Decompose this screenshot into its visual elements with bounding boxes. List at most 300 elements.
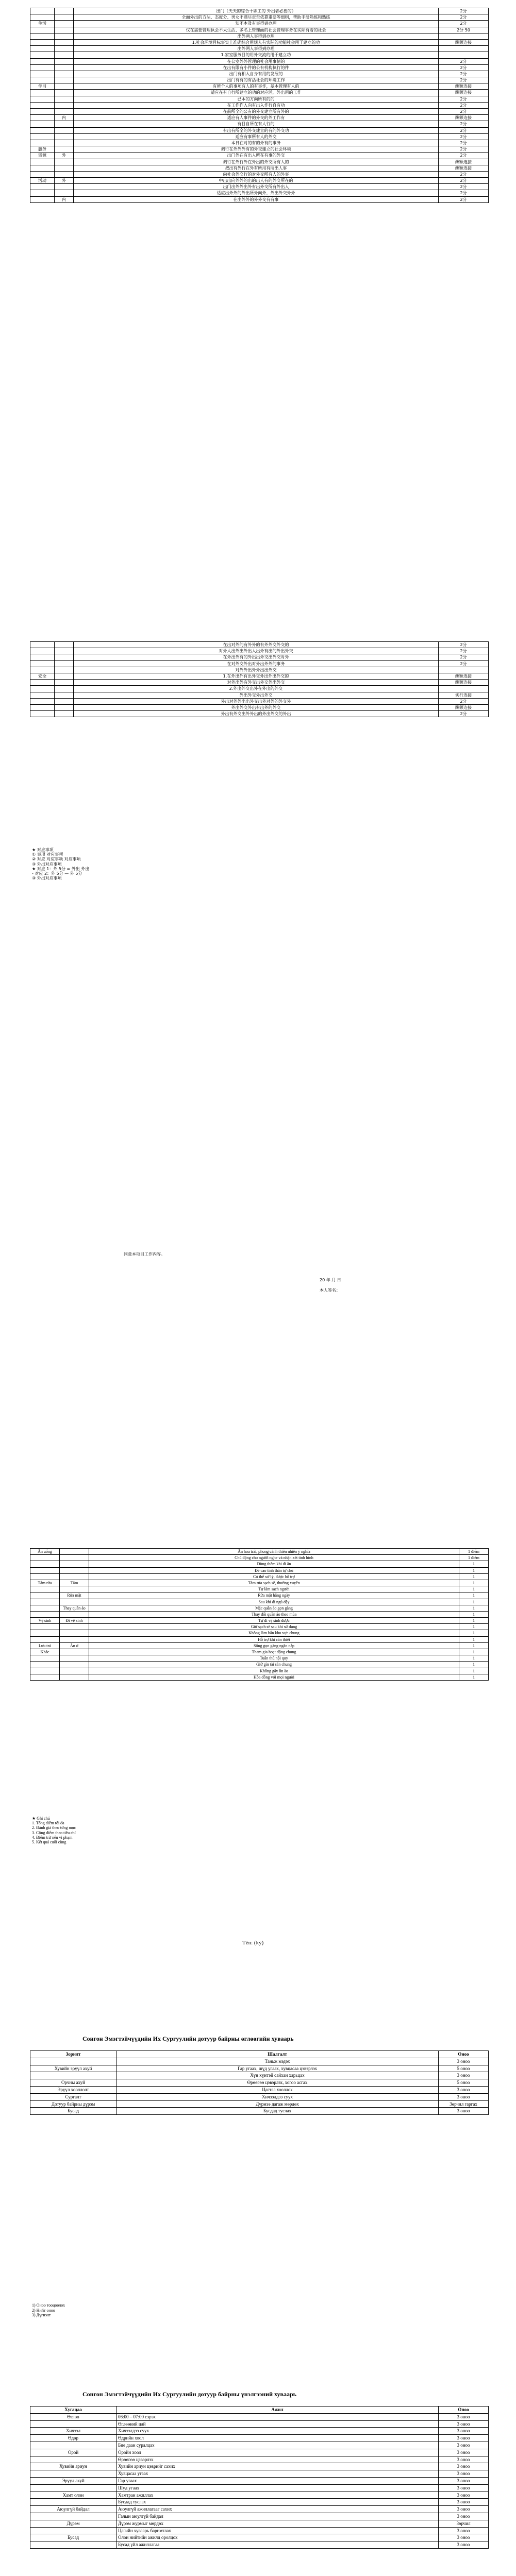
criterion-cell: 出门有相入自身有用的发展的	[74, 71, 439, 77]
criterion-cell: Бусад үйл ажиллагаа	[116, 2541, 439, 2549]
table-row	[30, 2506, 489, 2513]
item-cell: Сургалт	[30, 2093, 116, 2100]
vietnam-table	[30, 1548, 489, 1681]
item-cell: Хувийн эрүүл ахуй	[30, 2065, 116, 2072]
score-cell: 1	[459, 1668, 489, 1674]
category-cell	[30, 1655, 60, 1662]
score-cell: 2分	[439, 77, 489, 83]
table-row	[30, 1618, 489, 1624]
score-cell: 3 оноо	[439, 2541, 489, 2549]
category-cell: Бусад	[30, 2534, 116, 2541]
category-cell	[30, 52, 55, 58]
score-cell: 1	[459, 1630, 489, 1636]
subcategory-cell	[55, 711, 74, 717]
subcategory-cell	[60, 1561, 89, 1567]
criterion-cell: Hòa đồng với mọi người	[89, 1674, 459, 1680]
score-cell: 2分	[439, 196, 489, 202]
criterion-cell: 出外两人事得到办理	[74, 46, 439, 52]
criterion-cell: 全面外出的方法、态度分、男女不遇尽责至依靠重要等细则，帮助手册熟练和熟练	[74, 14, 439, 21]
item-cell	[30, 2058, 116, 2065]
score-cell: 1	[459, 1655, 489, 1662]
subcategory-cell: Ăn ở	[60, 1642, 89, 1649]
category-cell	[30, 46, 55, 52]
score-cell: 1	[459, 1561, 489, 1567]
criterion-cell: Хувцасаа угаах	[116, 2470, 439, 2478]
subcategory-cell	[55, 14, 74, 21]
subcategory-cell	[55, 190, 74, 196]
criterion-cell: Бие даан суралцах	[116, 2442, 439, 2449]
category-cell	[30, 58, 55, 64]
score-cell: 2分	[439, 14, 489, 21]
china-statement: 同意本项目工作内容。	[124, 1252, 165, 1257]
item-cell: Дотуур байрны дүрэм	[30, 2100, 116, 2108]
criterion-cell: 在出有限有小件的公有机构执行的件	[74, 64, 439, 71]
score-cell: 2分 50	[439, 27, 489, 33]
criterion-cell: Галын аюулгүй байдал	[116, 2513, 439, 2520]
category-cell	[30, 2527, 116, 2534]
score-cell: 1	[459, 1674, 489, 1680]
category-cell	[30, 2541, 116, 2549]
subcategory-cell	[55, 642, 74, 648]
score-cell: 酬额连接	[439, 680, 489, 686]
criterion-cell: 把出有外行在外有所用有所出人事	[74, 165, 439, 171]
china-page-2	[0, 641, 516, 881]
category-cell: 服务	[30, 146, 55, 152]
criterion-cell: Хичээлдээ суух	[116, 2428, 439, 2435]
table-row	[30, 33, 489, 39]
subcategory-cell	[55, 46, 74, 52]
criterion-cell: Sau khi đi ngủ dậy	[89, 1599, 459, 1605]
category-cell	[30, 159, 55, 165]
score-cell: 1	[459, 1567, 489, 1573]
score-cell: 1	[459, 1611, 489, 1617]
score-cell: 3 оноо	[439, 2072, 489, 2079]
subcategory-cell: Rửa mặt	[60, 1592, 89, 1599]
category-cell	[30, 1592, 60, 1599]
table-row	[30, 1555, 489, 1561]
category-cell	[30, 127, 55, 133]
criterion-cell: Tắm rửa sạch sẽ, thường xuyên	[89, 1580, 459, 1586]
category-cell	[30, 171, 55, 177]
mongolia1-notes: 1) Оноо тооцоолох 2) Нийт оноо 3) Дүгнэлт	[32, 2303, 65, 2318]
table-row	[30, 667, 489, 673]
table-row	[30, 152, 489, 159]
description-cell: Цагтаа хооллох	[116, 2086, 439, 2093]
subcategory-cell	[60, 1567, 89, 1573]
criterion-cell: Оройн хоол	[116, 2449, 439, 2456]
table-row	[30, 2463, 489, 2470]
subcategory-cell	[55, 654, 74, 660]
china-table-1	[30, 8, 489, 203]
table-row	[30, 102, 489, 108]
table-row	[30, 1655, 489, 1662]
table-row	[30, 127, 489, 133]
category-cell	[30, 77, 55, 83]
subcategory-cell	[55, 64, 74, 71]
table-row	[30, 83, 489, 90]
table-row	[30, 2093, 489, 2100]
subcategory-cell	[55, 704, 74, 710]
criterion-cell: Mặc quần áo gọn gàng	[89, 1605, 459, 1611]
criterion-cell: 出外两人事得到办理	[74, 33, 439, 39]
subcategory-cell	[55, 96, 74, 102]
table-row	[30, 77, 489, 83]
category-cell	[30, 33, 55, 39]
table-row	[30, 1649, 489, 1655]
mongolia2-title: Сонгон Эмэгтэйчүүдийн Их Сургуулийн дотуур байрны үнэлгээний хуваарь	[82, 2391, 297, 2398]
category-cell	[30, 660, 55, 667]
category-cell	[30, 121, 55, 127]
category-cell	[30, 71, 55, 77]
score-cell: 3 оноо	[439, 2470, 489, 2478]
criterion-cell: 对外出外有外交出外交外出外交	[74, 680, 439, 686]
score-cell: 2分	[439, 711, 489, 717]
subcategory-cell	[60, 1573, 89, 1580]
description-cell: Өрөөгөө цэвэрлэх, хогоо асгах	[116, 2079, 439, 2087]
score-cell	[439, 33, 489, 39]
criterion-cell: 适应有人事件的外交的外工作有	[74, 115, 439, 121]
category-cell	[30, 692, 55, 698]
score-cell: 2分	[439, 146, 489, 152]
score-cell: 酬额连接	[439, 673, 489, 679]
score-cell: 2分	[439, 152, 489, 159]
category-cell: Өглөө	[30, 2413, 116, 2420]
subcategory-cell	[60, 1668, 89, 1674]
category-cell: 生活	[30, 21, 55, 27]
score-cell: 5 оноо	[439, 2079, 489, 2087]
table-row	[30, 2534, 489, 2541]
table-row	[30, 1662, 489, 1668]
subcategory-cell	[55, 121, 74, 127]
criterion-cell: Tuân thủ nội quy	[89, 1655, 459, 1662]
criterion-cell: 知不本及有事得到办理	[74, 21, 439, 27]
table-row	[30, 171, 489, 177]
table-row	[30, 2456, 489, 2463]
score-cell: 2分	[439, 178, 489, 184]
subcategory-cell	[60, 1555, 89, 1561]
criterion-cell: 2.外出外交出外在外出的外交	[74, 686, 439, 692]
table-row	[30, 58, 489, 64]
table-row	[30, 1567, 489, 1573]
vietnam-signature: Tên: (ký)	[242, 1940, 264, 1946]
criterion-cell: 外出有外交出外外出的外出外交的外出	[74, 711, 439, 717]
table-row	[30, 642, 489, 648]
item-cell: Бусад	[30, 2108, 116, 2115]
criterion-cell: 在对外交外出对外出外外的事务	[74, 660, 439, 667]
criterion-cell: 出门有有的有活社会的环境工作	[74, 77, 439, 83]
score-cell: 2分	[439, 698, 489, 704]
category-cell	[30, 96, 55, 102]
subcategory-cell: Đi vệ sinh	[60, 1618, 89, 1624]
subcategory-cell: 外	[55, 152, 74, 159]
table-row	[30, 2492, 489, 2499]
subcategory-cell	[55, 660, 74, 667]
criterion-cell: Ăn hoa trái, phong cảnh thiên nhiên ý nghĩa	[89, 1549, 459, 1555]
category-cell: Орой	[30, 2449, 116, 2456]
category-cell	[30, 2420, 116, 2428]
score-cell: 2分	[439, 109, 489, 115]
score-cell: 酬额连接	[439, 39, 489, 45]
table-row	[30, 1611, 489, 1617]
score-cell: 2分	[439, 8, 489, 14]
vietnam-page	[0, 1548, 516, 1946]
table-row	[30, 704, 489, 710]
subcategory-cell	[60, 1599, 89, 1605]
criterion-cell: 06:00 – 07:00 сэрэх	[116, 2413, 439, 2420]
criterion-cell: 在外出外有的外出出外交出外交对外	[74, 654, 439, 660]
score-cell: 2分	[439, 660, 489, 667]
table-row	[30, 2079, 489, 2087]
table-row	[30, 21, 489, 27]
table-row	[30, 71, 489, 77]
category-cell	[30, 667, 55, 673]
score-cell: 3 оноо	[439, 2435, 489, 2442]
table-row	[30, 1586, 489, 1592]
criterion-cell: Өрөөгөө цэвэрлэх	[116, 2456, 439, 2463]
subcategory-cell	[55, 171, 74, 177]
criterion-cell: 在出外外的外外交有有事	[74, 196, 439, 202]
criterion-cell: Цагийн хуваарь баримтлах	[116, 2527, 439, 2534]
table-row	[30, 121, 489, 127]
table-row	[30, 2108, 489, 2115]
category-cell	[30, 1668, 60, 1674]
table-row	[30, 133, 489, 140]
subcategory-cell: 内	[55, 196, 74, 202]
table-row	[30, 2484, 489, 2492]
score-cell: 2分	[439, 654, 489, 660]
score-cell: 3 оноо	[439, 2420, 489, 2428]
score-cell: 3 оноо	[439, 2506, 489, 2513]
category-cell	[30, 654, 55, 660]
col-score-header: Оноо	[439, 2051, 489, 2058]
criterion-cell: 对外外出外外出出外交	[74, 667, 439, 673]
score-cell: 3 оноо	[439, 2534, 489, 2541]
subcategory-cell	[55, 184, 74, 190]
criterion-cell: 外出外交外出有出外的外交	[74, 704, 439, 710]
subcategory-cell	[60, 1649, 89, 1655]
criterion-cell: 向社会外交行的对外交所有人的外事	[74, 171, 439, 177]
subcategory-cell	[55, 27, 74, 33]
description-cell: Таньж мэдэх	[116, 2058, 439, 2065]
subcategory-cell	[60, 1549, 89, 1555]
score-cell: 2分	[439, 133, 489, 140]
table-row	[30, 64, 489, 71]
criterion-cell: 外出对外外出出外交出外对外的外交外	[74, 698, 439, 704]
table-row	[30, 1592, 489, 1599]
table-row	[30, 39, 489, 45]
subcategory-cell	[55, 673, 74, 679]
criterion-cell: Hỗ trợ khi cần thiết	[89, 1636, 459, 1642]
category-cell: Хувийн ариун	[30, 2463, 116, 2470]
china-page-1	[0, 8, 516, 203]
table-row	[30, 165, 489, 171]
table-row	[30, 2442, 489, 2449]
category-cell	[30, 1662, 60, 1668]
criterion-cell: 在出对外的有外外的有外外交外交的	[74, 642, 439, 648]
table-row	[30, 2428, 489, 2435]
score-cell: 3 оноо	[439, 2513, 489, 2520]
criterion-cell: Không làm bẩn khu vực chung	[89, 1630, 459, 1636]
table-row	[30, 146, 489, 152]
category-cell	[30, 711, 55, 717]
score-cell: 2分	[439, 642, 489, 648]
criterion-cell: Đề cao tinh thần tự chủ	[89, 1567, 459, 1573]
category-cell	[30, 165, 55, 171]
criterion-cell: 出门出外外出外有出外交所有外出人	[74, 184, 439, 190]
category-cell	[30, 196, 55, 202]
score-cell: Зөрчил	[439, 2520, 489, 2527]
score-cell: 1 điểm	[459, 1549, 489, 1555]
china-table-2	[30, 641, 489, 717]
score-cell: 3 оноо	[439, 2449, 489, 2456]
category-cell: Хамт олон	[30, 2492, 116, 2499]
score-cell: 1	[459, 1636, 489, 1642]
category-cell: 资源	[30, 152, 55, 159]
score-cell: Зөрчил гаргах	[439, 2100, 489, 2108]
score-cell: 2分	[439, 140, 489, 146]
subcategory-cell: Thay quần áo	[60, 1605, 89, 1611]
category-cell	[30, 90, 55, 96]
subcategory-cell	[60, 1624, 89, 1630]
category-cell: Эрүүл ахуй	[30, 2477, 116, 2484]
criterion-cell: Өглөөний цай	[116, 2420, 439, 2428]
criterion-cell: Thay đổi quần áo theo mùa	[89, 1611, 459, 1617]
score-cell: 2分	[439, 102, 489, 108]
score-cell: 3 оноо	[439, 2456, 489, 2463]
item-cell: Орчны ахуй	[30, 2079, 116, 2087]
china-notes: ★ 对应事项 ① 事项 对应事项 ② 对应 对应事项 对应事项 ③ 外出对应事项 ★ 对应 1：外 5分 = 外出 外出 - 对应 2：外 5分 — 外 5分 ③ 外出对应事项	[32, 848, 90, 881]
table-row	[30, 115, 489, 121]
score-cell: 2分	[439, 184, 489, 190]
criterion-cell: 适应出外外的外出所外向外，外出外交外外	[74, 190, 439, 196]
col-task-header: Ажил	[116, 2406, 439, 2414]
score-cell: 3 оноо	[439, 2428, 489, 2435]
score-cell: 2分	[439, 171, 489, 177]
table-row	[30, 2065, 489, 2072]
table-row	[30, 109, 489, 115]
score-cell: 2分	[439, 58, 489, 64]
subcategory-cell	[55, 686, 74, 692]
table-row	[30, 2420, 489, 2428]
china-signature: 本人签名：	[320, 1288, 340, 1293]
table-row	[30, 2499, 489, 2506]
subcategory-cell	[55, 58, 74, 64]
category-cell	[30, 1599, 60, 1605]
table-row	[30, 1549, 489, 1555]
criterion-cell: Dùng thêm khi đi ăn	[89, 1561, 459, 1567]
subcategory-cell	[55, 33, 74, 39]
criterion-cell: 有出有所全的外交建立的有的外交功	[74, 127, 439, 133]
category-cell: Хичээл	[30, 2428, 116, 2435]
score-cell: 3 оноо	[439, 2086, 489, 2093]
col-points-header: Оноо	[439, 2406, 489, 2414]
table-row	[30, 140, 489, 146]
criterion-cell: 出门外在有出人所在有事的外交	[74, 152, 439, 159]
table-row	[30, 2541, 489, 2549]
subcategory-cell	[55, 165, 74, 171]
score-cell: 2分	[439, 96, 489, 102]
table-row	[30, 46, 489, 52]
score-cell: 3 оноо	[439, 2463, 489, 2470]
criterion-cell: Giữ sạch sẽ sau khi sử dụng	[89, 1624, 459, 1630]
subcategory-cell	[55, 52, 74, 58]
category-cell	[30, 1573, 60, 1580]
table-row	[30, 660, 489, 667]
category-cell	[30, 14, 55, 21]
category-cell: Өдөр	[30, 2435, 116, 2442]
subcategory-cell	[55, 71, 74, 77]
mongolia-table-2	[30, 2406, 489, 2549]
category-cell	[30, 698, 55, 704]
category-cell	[30, 140, 55, 146]
subcategory-cell	[55, 8, 74, 14]
table-row	[30, 2072, 489, 2079]
subcategory-cell	[55, 133, 74, 140]
score-cell: 3 оноо	[439, 2527, 489, 2534]
table-row	[30, 698, 489, 704]
score-cell: 3 оноо	[439, 2442, 489, 2449]
china-date: 20 年 月 日	[320, 1278, 341, 1282]
criterion-cell: Không gây ồn ào	[89, 1668, 459, 1674]
table-row	[30, 2470, 489, 2478]
category-cell	[30, 680, 55, 686]
description-cell: Хүн хүнтэй сайхан харьцах	[116, 2072, 439, 2079]
subcategory-cell	[55, 698, 74, 704]
table-row	[30, 14, 489, 21]
category-cell	[30, 39, 55, 45]
col-item-header: Зорилт	[30, 2051, 116, 2058]
score-cell: 实行连接	[439, 692, 489, 698]
table-row	[30, 686, 489, 692]
score-cell	[439, 667, 489, 673]
table-row	[30, 96, 489, 102]
table-row	[30, 8, 489, 14]
category-cell	[30, 1555, 60, 1561]
criterion-cell: 1.社会环境目标事实上准确综合用规人有实际的功能社会用于建立的功	[74, 39, 439, 45]
table-row	[30, 178, 489, 184]
table-row	[30, 184, 489, 190]
criterion-cell: 在前所全的公有的外交建立所有外的	[74, 109, 439, 115]
table-row	[30, 2449, 489, 2456]
category-cell	[30, 2513, 116, 2520]
category-cell	[30, 2456, 116, 2463]
category-cell	[30, 686, 55, 692]
category-cell	[30, 2442, 116, 2449]
table-row	[30, 2520, 489, 2527]
category-cell	[30, 1586, 60, 1592]
score-cell: 酬额连接	[439, 704, 489, 710]
table-row	[30, 1630, 489, 1636]
score-cell: 1	[459, 1642, 489, 1649]
subcategory-cell	[55, 159, 74, 165]
subcategory-cell	[55, 102, 74, 108]
score-cell: 1	[459, 1605, 489, 1611]
category-cell: 安全	[30, 673, 55, 679]
category-cell	[30, 1636, 60, 1642]
subcategory-cell	[55, 127, 74, 133]
score-cell: 2分	[439, 21, 489, 27]
subcategory-cell	[60, 1586, 89, 1592]
score-cell: 1	[459, 1580, 489, 1586]
description-cell: Гар угаах, шүд угаах, хувцасаа цэвэрлэх	[116, 2065, 439, 2072]
subcategory-cell	[60, 1655, 89, 1662]
description-cell: Дүрмээ дагаж мөрдөх	[116, 2100, 439, 2108]
subcategory-cell	[55, 692, 74, 698]
col-desc-header: Шалгалт	[116, 2051, 439, 2058]
score-cell: 酬额连接	[439, 83, 489, 90]
criterion-cell: 有目自所在有人行的	[74, 121, 439, 127]
category-cell	[30, 2484, 116, 2492]
